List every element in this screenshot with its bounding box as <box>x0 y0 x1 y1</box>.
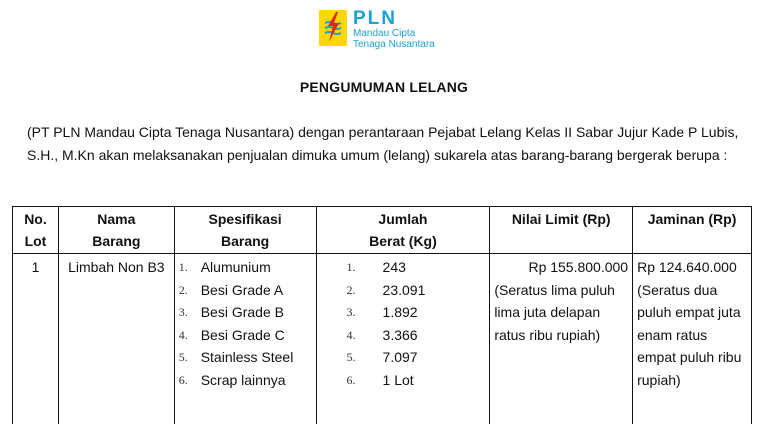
header-nama-line1: Nama <box>97 211 136 227</box>
jaminan-amount: Rp 124.640.000 <box>637 259 737 275</box>
header-jaminan: Jaminan (Rp) <box>633 207 752 254</box>
list-item: 5. 7.097 <box>346 349 418 366</box>
logo-name: PLN <box>353 8 397 29</box>
header-spesifikasi-line1: Spesifikasi <box>208 211 282 227</box>
page-title: PENGUMUMAN LELANG <box>299 79 469 95</box>
list-item: 4. 3.366 <box>346 326 418 343</box>
list-item: 1. Alumunium <box>178 259 271 275</box>
auction-table <box>12 206 752 424</box>
spesifikasi-list <box>179 256 312 392</box>
cell-nama-barang: Limbah Non B3 <box>58 254 174 424</box>
header-no-lot-line1: No. <box>24 211 47 227</box>
list-item: 4. Besi Grade C <box>178 326 285 343</box>
list-item: 3. Besi Grade B <box>178 304 284 321</box>
logo-subtitle-line2: Tenaga Nusantara <box>353 39 435 50</box>
cell-jumlah <box>316 254 490 424</box>
list-item: 3. 1.892 <box>346 304 418 321</box>
nilai-limit-amount: Rp 155.800.000 <box>528 259 629 275</box>
header-nama-line2: Barang <box>92 233 141 249</box>
list-item: 1. 243 <box>346 259 406 275</box>
header-jumlah-line1: Jumlah <box>378 211 428 227</box>
list-item: 6. 1 Lot <box>346 371 414 388</box>
header-no-lot <box>13 207 59 254</box>
pln-lightning-icon <box>318 9 348 47</box>
header-jumlah <box>316 207 490 254</box>
list-item: 6. Scrap lainnya <box>178 371 286 388</box>
cell-spesifikasi <box>174 254 316 424</box>
header-nilai-limit: Nilai Limit (Rp) <box>490 207 633 254</box>
header-nama-barang <box>58 207 174 254</box>
list-item: 5. Stainless Steel <box>178 349 294 366</box>
intro-paragraph: (PT PLN Mandau Cipta Tenaga Nusantara) dengan perantaraan Pejabat Lelang Kelas II Sabar Jujur Kade P Lubis, S.H., M.Kn akan melaksanakan penjualan dimuka umum (lelang) sukarela atas barang-barang bergerak berupa : <box>27 124 739 163</box>
table-row <box>13 254 752 424</box>
nilai-limit-words: (Seratus lima puluh lima juta delapan ratus ribu rupiah) <box>494 281 615 343</box>
list-item: 2. Besi Grade A <box>178 281 284 298</box>
pln-logo <box>318 9 435 50</box>
header-no-lot-line2: Lot <box>24 233 47 249</box>
cell-no-lot: 1 <box>13 254 59 424</box>
header-spesifikasi <box>174 207 316 254</box>
cell-nilai-limit <box>490 254 633 424</box>
cell-jaminan <box>633 254 752 424</box>
jaminan-words: (Seratus dua puluh empat juta enam ratus empat puluh ribu rupiah) <box>637 281 742 388</box>
list-item: 2. 23.091 <box>346 281 426 298</box>
header-spesifikasi-line2: Barang <box>221 233 270 249</box>
logo-subtitle-line1: Mandau Cipta <box>353 28 416 39</box>
table-header-row <box>13 207 752 254</box>
jumlah-list <box>347 256 486 392</box>
header-jumlah-line2: Berat (Kg) <box>369 233 437 249</box>
